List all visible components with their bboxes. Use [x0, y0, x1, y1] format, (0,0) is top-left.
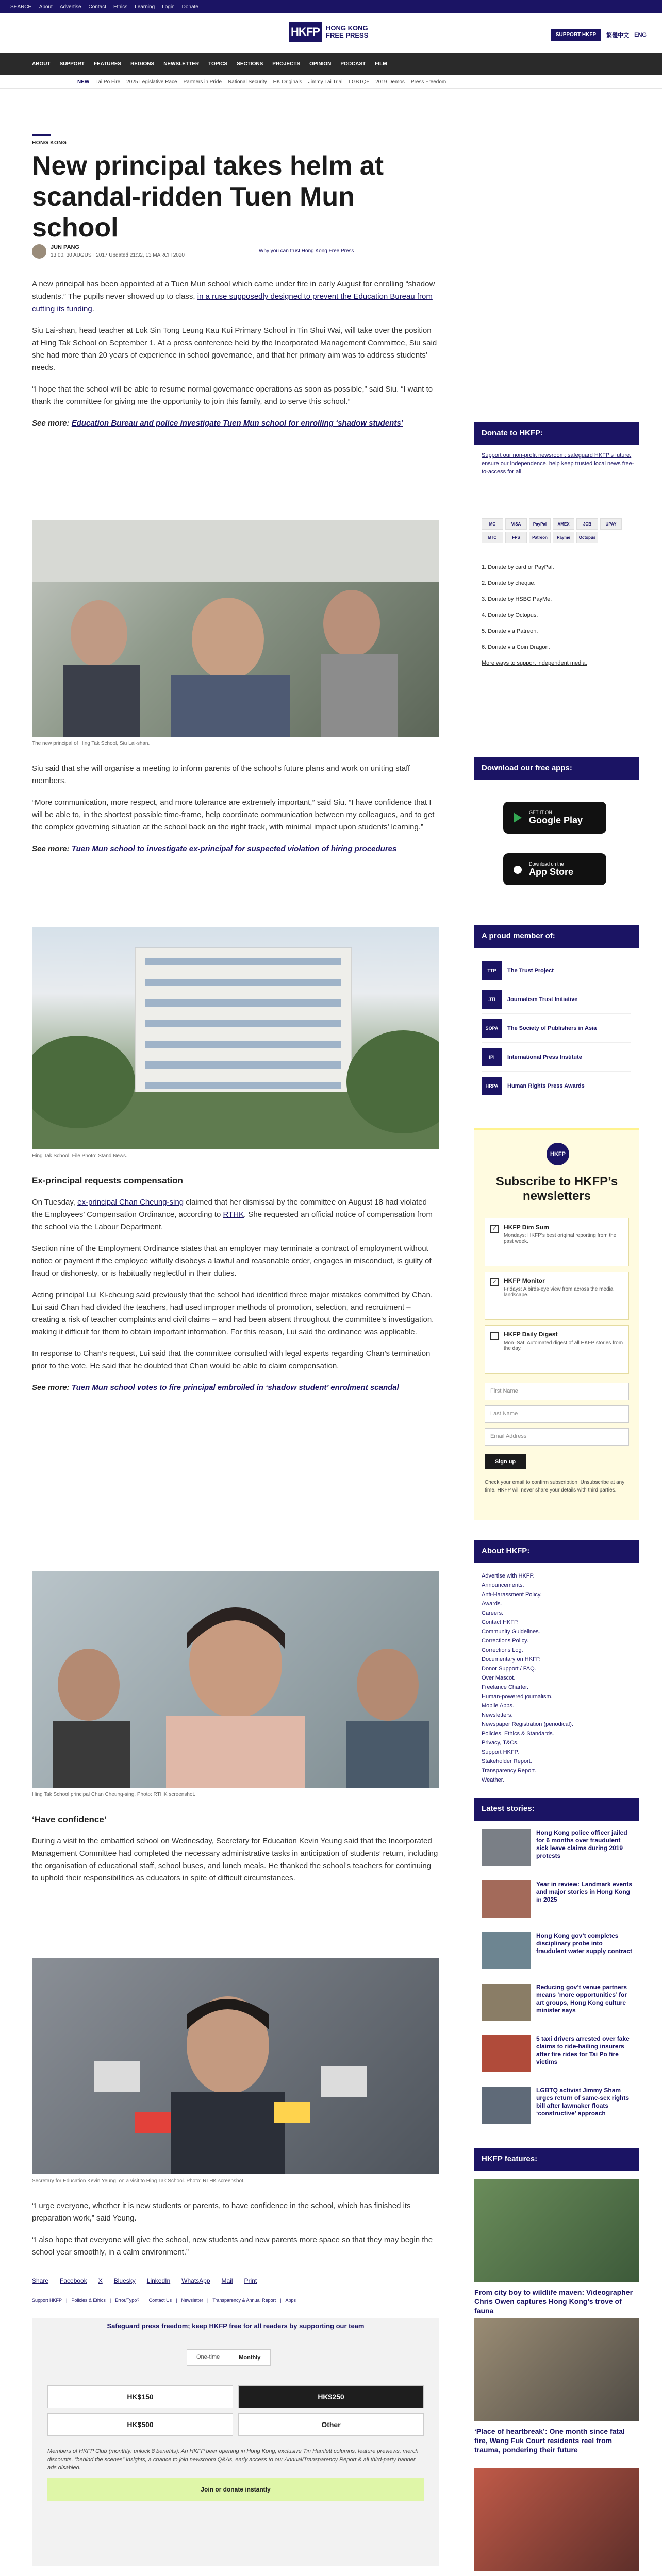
- section-heading: ‘Have confidence’: [32, 1815, 107, 1824]
- feature-image[interactable]: [474, 2318, 639, 2421]
- donate-step[interactable]: 2. Donate by cheque.: [482, 575, 634, 591]
- support-hkfp-button[interactable]: SUPPORT HKFP: [551, 29, 601, 41]
- photo-caption: The new principal of Hing Tak School, Siu Lai-shan.: [32, 741, 150, 747]
- payment-logo: Octopus: [576, 532, 598, 543]
- donate-step[interactable]: 1. Donate by card or PayPal.: [482, 560, 634, 575]
- see-more: See more: Tuen Mun school to investigate ex-principal for suspected violation of hiring procedures: [32, 844, 397, 853]
- one-time-option[interactable]: One-time: [196, 2354, 220, 2360]
- trending-link[interactable]: 2019 Demos: [375, 79, 405, 85]
- see-more: See more: Education Bureau and police investigate Tuen Mun school for enrolling ‘shadow students’: [32, 419, 403, 428]
- main-nav: [0, 53, 662, 75]
- logo-mark: HKFP: [289, 22, 322, 42]
- donate-step[interactable]: 5. Donate via Patreon.: [482, 623, 634, 639]
- newsletter-note: Check your email to confirm subscription. Unsubscribe at any time. HKFP will never share your details with third parties.: [485, 1480, 625, 1493]
- feature-image[interactable]: [474, 2468, 639, 2571]
- nav-newsletter[interactable]: NEWSLETTER: [163, 61, 200, 67]
- utility-bar: [0, 0, 662, 13]
- about-item[interactable]: Careers.: [482, 1610, 504, 1616]
- author-name[interactable]: JUN PANG: [51, 244, 80, 250]
- about-list: [482, 1571, 634, 1785]
- payment-logo: MC: [482, 518, 503, 530]
- newsletter-option-dimsum[interactable]: ✓ HKFP Dim Sum Mondays: HKFP’s best original reporting from the past week.: [485, 1218, 629, 1266]
- search-link[interactable]: SEARCH: [10, 4, 32, 10]
- donate-text: [482, 451, 634, 476]
- checkbox-checked[interactable]: [490, 1278, 499, 1286]
- share-facebook[interactable]: Facebook: [60, 2277, 87, 2284]
- payment-logo: Payme: [553, 532, 574, 543]
- trending-link[interactable]: 2025 Legislative Race: [126, 79, 177, 85]
- contact-link[interactable]: Contact: [88, 4, 106, 10]
- payment-logo: FPS: [505, 532, 527, 543]
- newsletter-box: [474, 1128, 639, 1520]
- footer-link[interactable]: Policies & Ethics: [71, 2298, 106, 2303]
- nav-regions[interactable]: REGIONS: [130, 61, 155, 67]
- article-links: Support HKFP | Policies & Ethics | Error/Typo? | Contact Us | Newsletter | Transparency & Annual Report | Apps: [32, 2298, 296, 2303]
- share-x[interactable]: X: [98, 2277, 103, 2284]
- donate-step[interactable]: 3. Donate by HSBC PayMe.: [482, 591, 634, 607]
- about-item[interactable]: Awards.: [482, 1601, 502, 1607]
- latest-story[interactable]: Reducing gov’t venue partners means ‘more opportunities’ for art groups, Hong Kong culture minister says: [474, 1984, 639, 2033]
- trending-link[interactable]: Tai Po Fire: [95, 79, 121, 85]
- feature-title[interactable]: From city boy to wildlife maven: Videographer Chris Owen captures Hong Kong’s trove of fauna: [474, 2288, 633, 2315]
- latest-story[interactable]: 5 taxi drivers arrested over fake claims to ride-hailing insurers after fire rides for Tai Po fire victims: [474, 2035, 639, 2084]
- about-heading: About HKFP:: [474, 1540, 639, 1563]
- edition-switch[interactable]: ENG: [634, 31, 647, 38]
- see-more: See more: Tuen Mun school votes to fire principal embroiled in ‘shadow student’ enrolment scandal: [32, 1383, 399, 1392]
- paragraph: Siu Lai-shan, head teacher at Lok Sin Tong Leung Kau Kui Primary School in Tin Shui Wai, will take over the position at Hing Tak School on September 1. At a press conference held by the Incorporated Management Committee, Siu said she had more than 20 years of experience in school governance, and that her primary aim was to address students’ needs.: [32, 326, 437, 372]
- checkbox[interactable]: [490, 1332, 499, 1340]
- share-label: Share: [32, 2277, 49, 2284]
- section-heading: Ex-principal requests compensation: [32, 1176, 183, 1185]
- paragraph: Section nine of the Employment Ordinance states that an employer may terminate a contract of employment without notice or payment if the employee wilfully disobeys a lawful and reasonable order, engages in misconduct, is guilty of fraud or dishonesty, or is habitually neglectful in their duties.: [32, 1244, 432, 1278]
- trending-link[interactable]: National Security: [228, 79, 267, 85]
- ruse-link[interactable]: in a ruse supposedly designed to prevent the Education Bureau from cutting its funding: [32, 292, 433, 313]
- trust-link[interactable]: Why you can trust Hong Kong Free Press: [259, 248, 354, 254]
- photo-illustration: [32, 520, 439, 737]
- amount-option-selected[interactable]: HK$250: [238, 2385, 424, 2408]
- trending-link[interactable]: Partners in Pride: [183, 79, 222, 85]
- logo-line-1: HONG KONG: [326, 24, 368, 32]
- trust-project-icon: TTP: [482, 961, 502, 980]
- ethics-link[interactable]: Ethics: [113, 4, 128, 10]
- about-item[interactable]: Mobile Apps.: [482, 1703, 514, 1709]
- photo-illustration: [32, 927, 439, 1149]
- app-store-button[interactable]: Download on the App Store: [503, 853, 606, 885]
- amount-option[interactable]: Other: [238, 2413, 424, 2436]
- article-body: [32, 1175, 439, 1403]
- logo-line-2: FREE PRESS: [326, 31, 369, 39]
- apps-heading: Download our free apps:: [474, 757, 639, 780]
- kicker-rule: [32, 134, 51, 136]
- about-item[interactable]: Newspaper Registration (periodical).: [482, 1721, 573, 1727]
- support-heading: Safeguard press freedom; keep HKFP free for all readers by supporting our team: [107, 2322, 365, 2330]
- donate-step[interactable]: 6. Donate via Coin Dragon.: [482, 639, 634, 655]
- about-item[interactable]: Community Guidelines.: [482, 1629, 540, 1635]
- story-thumbnail: [482, 1984, 531, 2021]
- latest-story[interactable]: Hong Kong police officer jailed for 6 months over fraudulent sick leave claims during 2019 protests: [474, 1829, 639, 1878]
- paragraph: Acting principal Lui Ki-cheung said previously that the school had identified three major mistakes committed by Chan. Lui said Chan had divided the teachers, had used improper methods of promotion, selection, and recruitment – creating a risk of teacher complaints and civil claims – and had been absent throughout the committee’s investigation, making it difficult for them to obtain important information. For this reason, Lui said the ordinance was applicable.: [32, 1291, 434, 1336]
- share-print[interactable]: Print: [244, 2277, 257, 2284]
- donate-step[interactable]: 4. Donate by Octopus.: [482, 607, 634, 623]
- about-item[interactable]: Newsletters.: [482, 1712, 513, 1718]
- join-button[interactable]: Join or donate instantly: [47, 2478, 424, 2501]
- photo-ex-principal: [32, 1571, 439, 1788]
- newsletter-option-digest[interactable]: HKFP Daily Digest Mon–Sat: Automated digest of all HKFP stories from the day.: [485, 1325, 629, 1374]
- article-body: [32, 762, 439, 865]
- nav-film[interactable]: FILM: [375, 61, 387, 67]
- latest-story[interactable]: LGBTQ activist Jimmy Sham urges return of same-sex rights bill after lawmaker floats ‘constructive’ approach: [474, 2087, 639, 2136]
- jti-icon: JTI: [482, 990, 502, 1009]
- advertise-link[interactable]: Advertise: [59, 4, 81, 10]
- story-thumbnail: [482, 1829, 531, 1866]
- newsletter-option-monitor[interactable]: ✓ HKFP Monitor Fridays: A birds-eye view from across the media landscape.: [485, 1272, 629, 1320]
- org-jti[interactable]: JTI Journalism Trust Initiative: [482, 985, 631, 1014]
- about-item[interactable]: Announcements.: [482, 1582, 524, 1588]
- footer-link[interactable]: Newsletter: [181, 2298, 204, 2303]
- google-play-icon: [511, 811, 524, 824]
- features-heading: HKFP features:: [474, 2148, 639, 2171]
- about-item[interactable]: Privacy, T&Cs.: [482, 1740, 519, 1746]
- last-name-input[interactable]: Last Name: [485, 1405, 629, 1423]
- about-item[interactable]: Donor Support / FAQ.: [482, 1666, 536, 1672]
- about-item[interactable]: Corrections Log.: [482, 1647, 523, 1653]
- donate-link[interactable]: Donate: [181, 4, 198, 10]
- payment-logo: JCB: [576, 518, 598, 530]
- learning-link[interactable]: Learning: [135, 4, 155, 10]
- photo-caption: Hing Tak School principal Chan Cheung-sing. Photo: RTHK screenshot.: [32, 1792, 196, 1798]
- amount-option[interactable]: HK$150: [47, 2385, 233, 2408]
- article-body: [32, 2200, 439, 2268]
- story-thumbnail: [482, 2087, 531, 2124]
- ex-principal-link[interactable]: ex-principal Chan Cheung-sing: [77, 1198, 184, 1207]
- site-header: [0, 13, 662, 53]
- ipi-icon: IPI: [482, 1048, 502, 1066]
- share-bluesky[interactable]: Bluesky: [113, 2277, 136, 2284]
- about-item[interactable]: Anti-Harassment Policy.: [482, 1591, 542, 1598]
- see-more-link[interactable]: Tuen Mun school votes to fire principal embroiled in ‘shadow student’ enrolment scandal: [71, 1383, 399, 1392]
- about-item[interactable]: Policies, Ethics & Standards.: [482, 1731, 554, 1737]
- google-play-button[interactable]: GET IT ON Google Play: [503, 802, 606, 834]
- about-item[interactable]: Contact HKFP.: [482, 1619, 519, 1625]
- donate-heading: Donate to HKFP:: [474, 422, 639, 445]
- latest-heading: Latest stories:: [474, 1798, 639, 1821]
- paragraph: “I hope that the school will be able to resume normal governance operations as soon as possible,” said Siu. “I want to thank the committee for giving me the opportunity to join this family, and to serve this school.”: [32, 385, 433, 406]
- monthly-option[interactable]: Monthly: [229, 2350, 270, 2365]
- latest-story[interactable]: Year in review: Landmark events and major stories in Hong Kong in 2025: [474, 1880, 639, 1930]
- rthk-link[interactable]: RTHK: [223, 1210, 244, 1219]
- amount-grid: [47, 2385, 424, 2436]
- new-label: NEW: [77, 79, 90, 85]
- payment-logo: PayPal: [529, 518, 551, 530]
- about-item[interactable]: Support HKFP.: [482, 1749, 519, 1755]
- paragraph: In response to Chan’s request, Lui said that the committee consulted with legal experts regarding Chan’s termination prior to the vote. He said that he doubted that Chan would be able to claim compensation.: [32, 1349, 431, 1370]
- photo-school-building: [32, 927, 439, 1149]
- feature-image[interactable]: [474, 2179, 639, 2282]
- photo-illustration: [32, 1958, 439, 2174]
- share-bar: [32, 2277, 257, 2284]
- trending-bar: [0, 75, 662, 89]
- photo-new-principal: [32, 520, 439, 737]
- hrpa-icon: HRPA: [482, 1077, 502, 1095]
- donate-text-link[interactable]: Support our non-profit newsroom: safeguard HKFP’s future, ensure our independence, help keep trusted local news free-to-access for all.: [482, 452, 634, 475]
- donate-steps: [482, 560, 634, 671]
- nav-opinion[interactable]: OPINION: [309, 61, 332, 67]
- about-link[interactable]: About: [39, 4, 53, 10]
- payment-logo: AMEX: [553, 518, 574, 530]
- trending-link[interactable]: Jimmy Lai Trial: [308, 79, 343, 85]
- site-logo[interactable]: [289, 22, 368, 42]
- more-ways-link[interactable]: More ways to support independent media.: [482, 660, 587, 666]
- nav-about[interactable]: ABOUT: [32, 61, 51, 67]
- apple-icon: [511, 863, 524, 875]
- logo-text: [326, 25, 368, 39]
- login-link[interactable]: Login: [162, 4, 175, 10]
- org-hrpa[interactable]: HRPA Human Rights Press Awards: [482, 1072, 631, 1100]
- frequency-toggle: [187, 2349, 271, 2366]
- feature-title[interactable]: ‘Place of heartbreak’: One month since fatal fire, Wang Fuk Court residents reel from trauma, pondering their future: [474, 2427, 625, 2454]
- article-body: [32, 1814, 439, 1894]
- article-title: New principal takes helm at scandal-ridden Tuen Mun school: [32, 151, 384, 243]
- about-item[interactable]: Documentary on HKFP.: [482, 1656, 541, 1663]
- org-sopa[interactable]: SOPA The Society of Publishers in Asia: [482, 1014, 631, 1043]
- story-thumbnail: [482, 2035, 531, 2072]
- about-item[interactable]: Advertise with HKFP.: [482, 1573, 535, 1579]
- payment-logo: UPAY: [600, 518, 622, 530]
- article-category[interactable]: HONG KONG: [32, 140, 67, 146]
- author-avatar: [32, 244, 46, 259]
- share-whatsapp[interactable]: WhatsApp: [181, 2277, 210, 2284]
- footer-link[interactable]: Transparency & Annual Report: [212, 2298, 276, 2303]
- photo-kevin-yeung: [32, 1958, 439, 2174]
- paragraph: Siu said that she will organise a meeting to inform parents of the school’s future plans and work on uniting staff members.: [32, 764, 410, 785]
- payment-logo: Patreon: [529, 532, 551, 543]
- signup-button[interactable]: Sign up: [485, 1454, 526, 1469]
- nav-projects[interactable]: PROJECTS: [272, 61, 301, 67]
- footer-link[interactable]: Contact Us: [148, 2298, 172, 2303]
- about-item[interactable]: Corrections Policy.: [482, 1638, 528, 1644]
- about-item[interactable]: Transparency Report.: [482, 1768, 536, 1774]
- org-ipi[interactable]: IPI International Press Institute: [482, 1043, 631, 1072]
- about-item[interactable]: Stakeholder Report.: [482, 1758, 532, 1765]
- checkbox-checked[interactable]: [490, 1225, 499, 1233]
- org-trust-project[interactable]: TTP The Trust Project: [482, 956, 631, 985]
- support-box: [32, 2318, 439, 2566]
- member-orgs: [482, 956, 631, 1100]
- payment-logo: BTC: [482, 532, 503, 543]
- nav-podcast[interactable]: PODCAST: [340, 61, 366, 67]
- payment-logos: [482, 518, 631, 543]
- paragraph: On Tuesday, ex-principal Chan Cheung-sing claimed that her dismissal by the committee on August 18 had violated the Employees’ Compensation Ordinance, according to RTHK. She requested an official notice of compensation from the school via the Labour Department.: [32, 1198, 433, 1231]
- nav-sections[interactable]: SECTIONS: [237, 61, 263, 67]
- byline: [32, 242, 444, 261]
- email-input[interactable]: Email Address: [485, 1428, 629, 1446]
- story-thumbnail: [482, 1932, 531, 1969]
- trending-link[interactable]: LGBTQ+: [349, 79, 370, 85]
- photo-illustration: [32, 1571, 439, 1788]
- paragraph: “More communication, more respect, and more tolerance are extremely important,” said Siu. “I have confidence that I will be able to, in the shortest possible time-frame, help coordinate communication between my colleagues, and to get the complex governing situation at the school back on the right track, with minimal impact upon students’ learning.”: [32, 798, 435, 832]
- paragraph: A new principal has been appointed at a Tuen Mun school which came under fire in early August for enrolling “shadow students.” The pupils never showed up to class, in a ruse supposedly designed to prevent the Education Bureau from cutting its funding.: [32, 280, 435, 313]
- latest-story[interactable]: Hong Kong gov’t completes disciplinary probe into fraudulent water supply contract: [474, 1932, 639, 1981]
- paragraph: “I urge everyone, whether it is new students or parents, to have confidence in the school, which has finished its preparation work,” said Yeung.: [32, 2201, 411, 2223]
- trending-link[interactable]: HK Originals: [273, 79, 302, 85]
- about-item[interactable]: Human-powered journalism.: [482, 1693, 553, 1700]
- newsletter-title: Subscribe to HKFP’s newsletters: [495, 1175, 618, 1203]
- about-item[interactable]: Over Mascot.: [482, 1675, 516, 1681]
- first-name-input[interactable]: First Name: [485, 1383, 629, 1400]
- footer-link[interactable]: Support HKFP: [32, 2298, 62, 2303]
- see-more-link[interactable]: Tuen Mun school to investigate ex-principal for suspected violation of hiring procedures: [71, 844, 397, 853]
- about-item[interactable]: Freelance Charter.: [482, 1684, 529, 1690]
- language-switch[interactable]: 繁體中文: [606, 32, 630, 39]
- nav-support[interactable]: SUPPORT: [59, 61, 85, 67]
- members-text: Members of HKFP Club (monthly: unlock 8 benefits): An HKFP beer opening in Hong Kong, exclusive Tin Hamlett columns, feature previews, merch discounts, “behind the scenes” insights, a chance to join newsroom Q&As, early access to our Annual/Transparency Report & all third-party banner ads disabled.: [47, 2448, 419, 2471]
- share-linkedin[interactable]: LinkedIn: [146, 2277, 171, 2284]
- share-mail[interactable]: Mail: [221, 2277, 233, 2284]
- nav-features[interactable]: FEATURES: [93, 61, 122, 67]
- amount-option[interactable]: HK$500: [47, 2413, 233, 2436]
- story-thumbnail: [482, 1880, 531, 1918]
- proud-member-heading: A proud member of:: [474, 925, 639, 948]
- about-item[interactable]: Weather.: [482, 1777, 504, 1783]
- article-body: [32, 278, 439, 439]
- newsletter-logo: HKFP: [547, 1143, 569, 1165]
- trending-link[interactable]: Press Freedom: [410, 79, 446, 85]
- footer-link[interactable]: Error/Typo?: [115, 2298, 140, 2303]
- sopa-icon: SOPA: [482, 1019, 502, 1038]
- photo-caption: Hing Tak School. File Photo: Stand News.: [32, 1153, 127, 1159]
- payment-logo: VISA: [505, 518, 527, 530]
- publish-dates: 13:00, 30 AUGUST 2017 Updated 21:32, 13 MARCH 2020: [51, 252, 185, 258]
- paragraph: “I also hope that everyone will give the school, new students and new parents more space so that they may begin the school year smoothly, in a calm environment.”: [32, 2235, 433, 2257]
- paragraph: During a visit to the embattled school on Wednesday, Secretary for Education Kevin Yeung said that the Incorporated Management Committee had completed the necessary administrative tasks in anticipation of students’ return, including the organisation of educational staff, school buses, and lunch meals. He thanked the school’s teachers for continuing to uphold their responsibilities as educators in spite of difficult circumstances.: [32, 1837, 438, 1883]
- photo-caption: Secretary for Education Kevin Yeung, on a visit to Hing Tak School. Photo: RTHK screenshot.: [32, 2178, 245, 2184]
- footer-link[interactable]: Apps: [285, 2298, 296, 2303]
- see-more-link[interactable]: Education Bureau and police investigate Tuen Mun school for enrolling ‘shadow students’: [71, 419, 403, 428]
- nav-topics[interactable]: TOPICS: [208, 61, 228, 67]
